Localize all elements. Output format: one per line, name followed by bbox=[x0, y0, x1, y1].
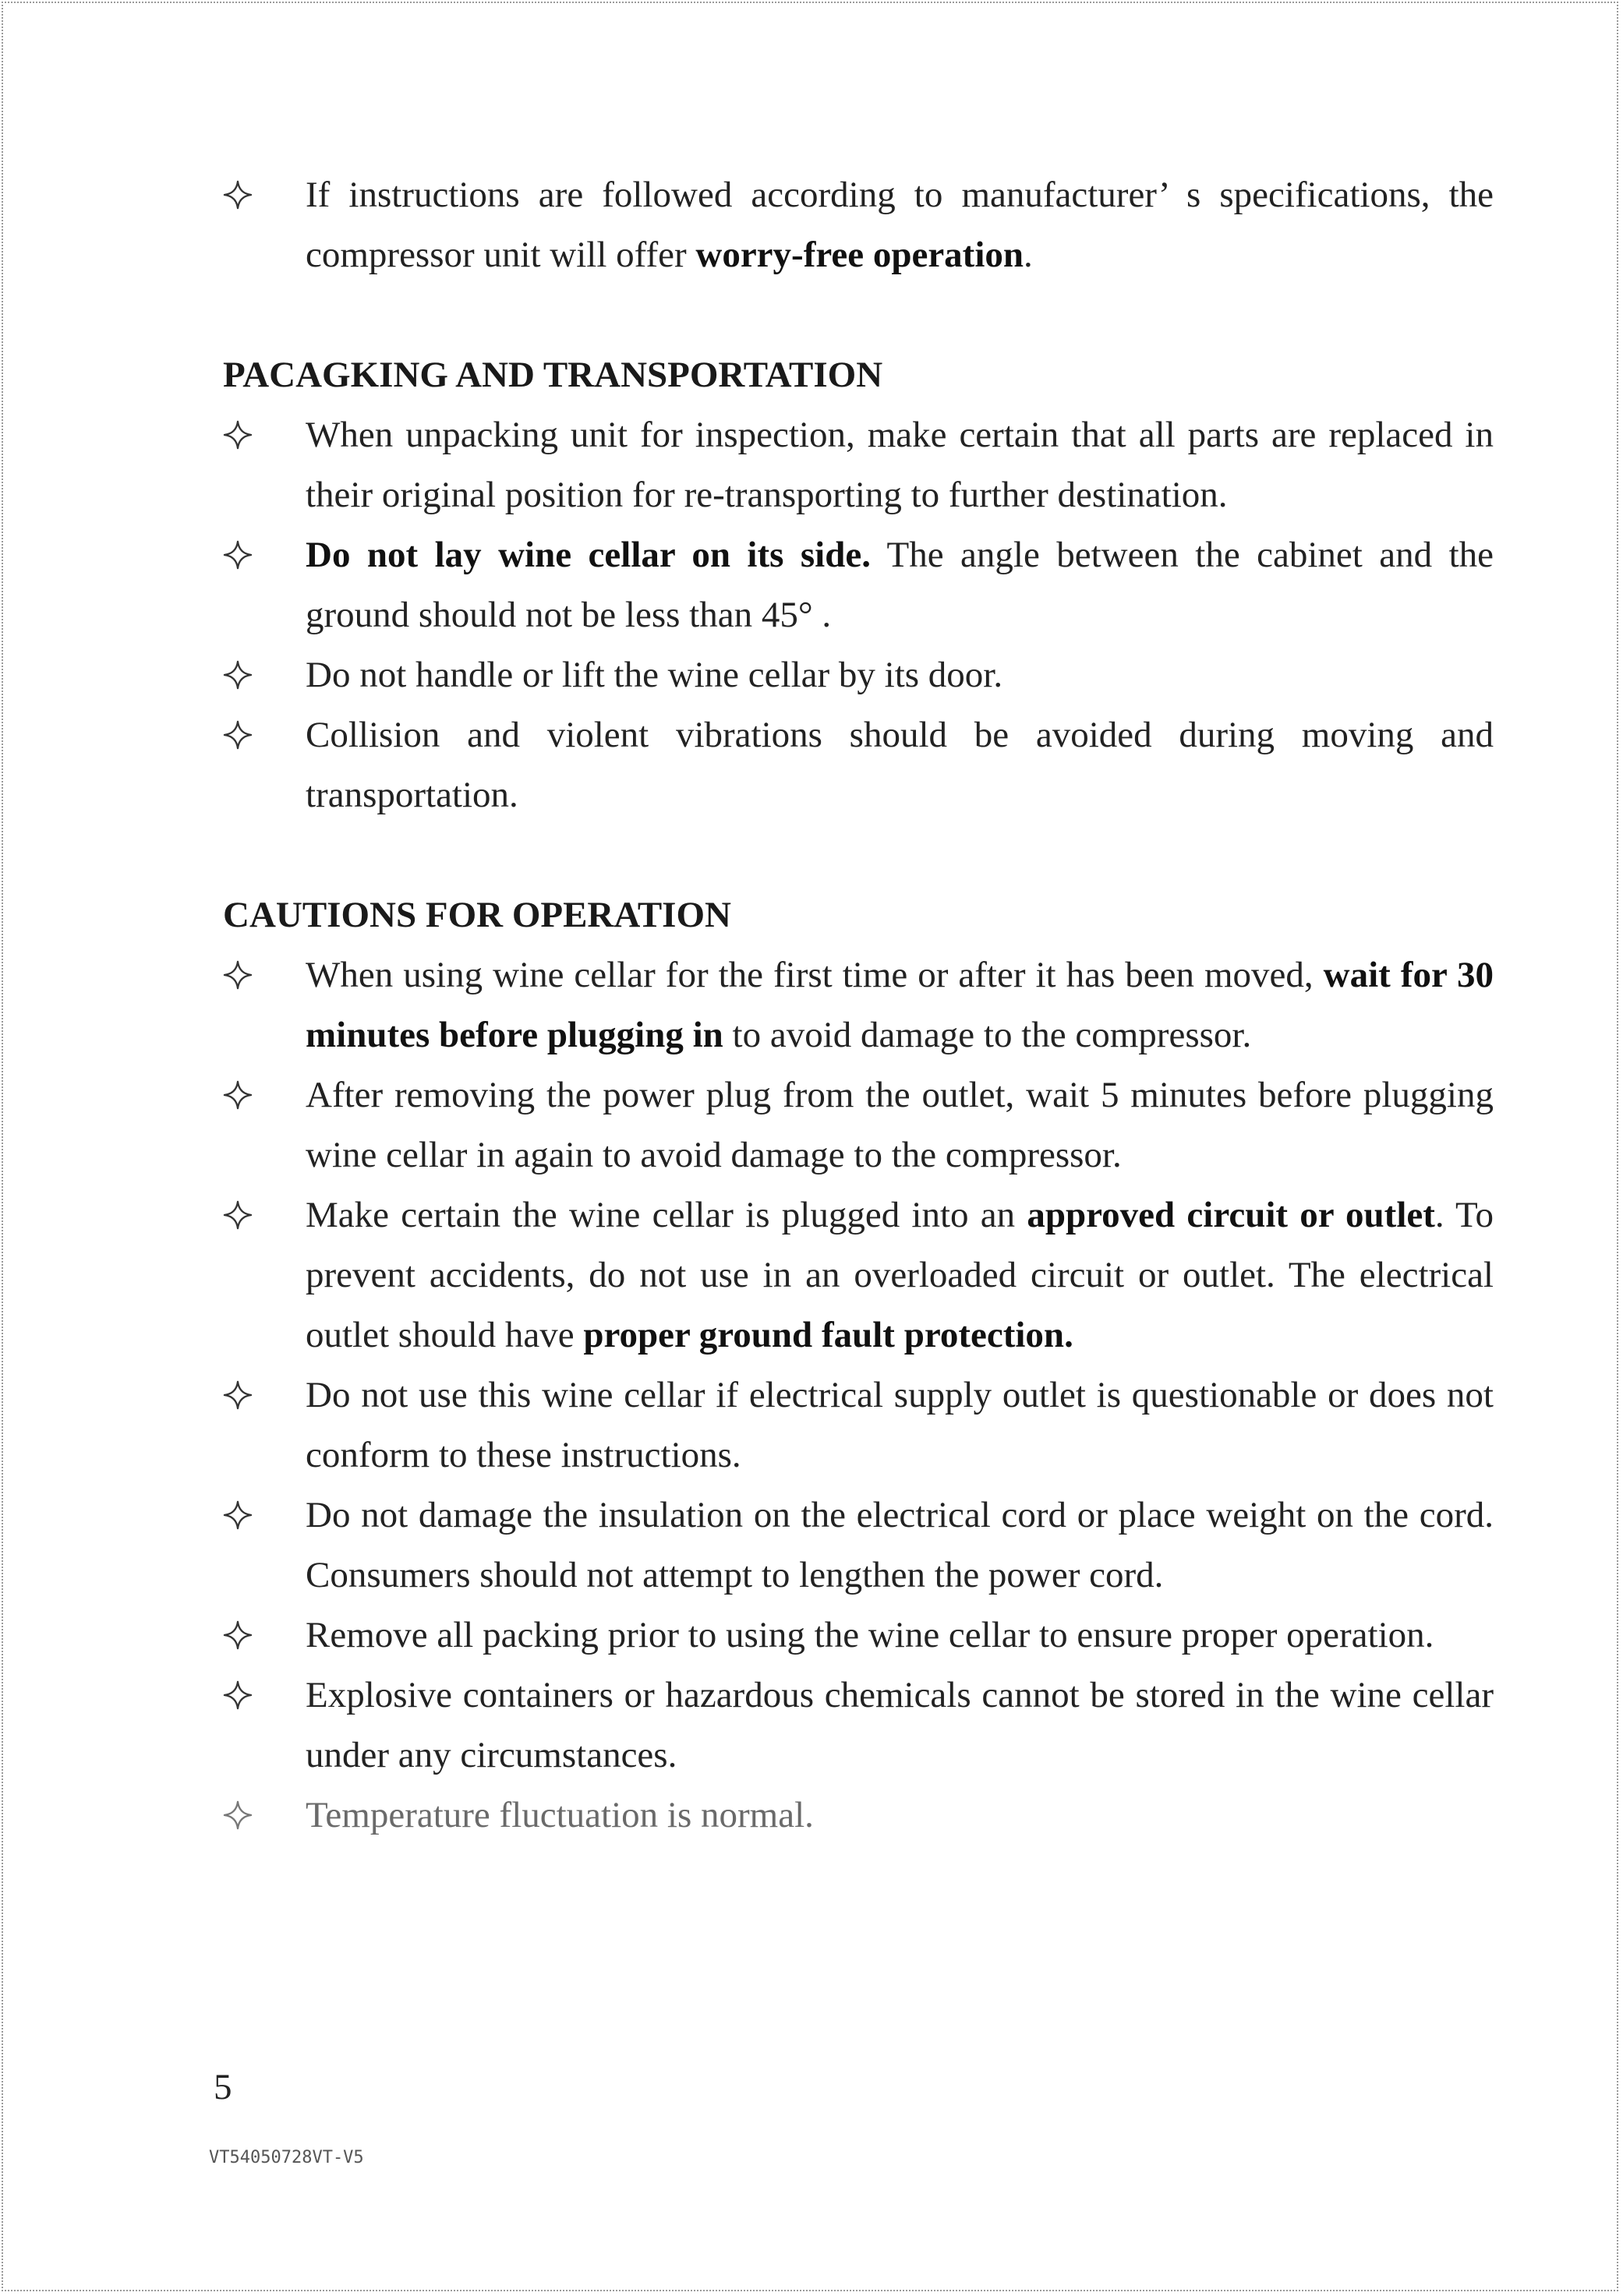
bullet-text bbox=[306, 165, 1494, 285]
text-segment: . bbox=[1024, 235, 1033, 275]
bullet-item bbox=[223, 1365, 1494, 1485]
bold-text-segment: proper ground fault protection. bbox=[583, 1315, 1073, 1355]
bullet-text bbox=[306, 525, 1494, 645]
four-point-star-outline-icon bbox=[223, 960, 253, 990]
bullet-text bbox=[306, 1605, 1494, 1665]
bold-text-segment: approved circuit or outlet bbox=[1027, 1195, 1435, 1235]
bullet-text bbox=[306, 1786, 1494, 1846]
four-point-star-outline-icon bbox=[223, 1380, 253, 1410]
four-point-star-outline-icon bbox=[223, 1620, 253, 1650]
bullet-text bbox=[306, 1065, 1494, 1185]
four-point-star-outline-icon bbox=[223, 1680, 253, 1710]
bullet-item bbox=[223, 405, 1494, 525]
bullet-text bbox=[306, 1485, 1494, 1605]
packaging-section bbox=[223, 345, 1494, 825]
page-number: 5 bbox=[214, 2067, 232, 2107]
text-segment: If instructions are followed according to manufacturer’ s specifications, the compressor unit will offer bbox=[306, 175, 1494, 275]
bullet-item bbox=[223, 1605, 1494, 1665]
text-segment: Collision and violent vibrations should be avoided during moving and transportation. bbox=[306, 715, 1494, 815]
text-segment: to avoid damage to the compressor. bbox=[723, 1015, 1252, 1055]
text-segment: Remove all packing prior to using the wine cellar to ensure proper operation. bbox=[306, 1615, 1434, 1655]
text-segment: When using wine cellar for the first time or after it has been moved, bbox=[306, 955, 1324, 995]
cautions-list bbox=[223, 945, 1494, 1846]
text-segment: Explosive containers or hazardous chemicals cannot be stored in the wine cellar under any circumstances. bbox=[306, 1675, 1494, 1775]
four-point-star-outline-icon bbox=[223, 1800, 253, 1830]
text-segment: Do not damage the insulation on the electrical cord or place weight on the cord. Consumers should not attempt to lengthen the power cord. bbox=[306, 1495, 1494, 1595]
bullet-text bbox=[306, 1185, 1494, 1365]
bullet-text bbox=[306, 705, 1494, 825]
text-segment: After removing the power plug from the outlet, wait 5 minutes before plugging wine cellar in again to avoid damage to the compressor. bbox=[306, 1075, 1494, 1175]
cautions-section bbox=[223, 885, 1494, 1846]
bullet-item bbox=[223, 525, 1494, 645]
bold-text-segment: Do not lay wine cellar on its side. bbox=[306, 535, 871, 575]
bullet-item bbox=[223, 165, 1494, 285]
bullet-item bbox=[223, 1786, 1494, 1846]
bullet-item bbox=[223, 1065, 1494, 1185]
bullet-item bbox=[223, 1485, 1494, 1605]
four-point-star-outline-icon bbox=[223, 1200, 253, 1230]
bullet-item bbox=[223, 1665, 1494, 1786]
text-segment: Temperature fluctuation is normal. bbox=[306, 1795, 814, 1835]
text-segment: . To prevent accidents, do not use in an overloaded circuit or outlet. The electrical outlet should have bbox=[306, 1195, 1494, 1355]
bullet-text bbox=[306, 1665, 1494, 1786]
intro-list bbox=[223, 165, 1494, 285]
bullet-text bbox=[306, 645, 1494, 705]
packaging-heading: PACAGKING AND TRANSPORTATION bbox=[223, 355, 883, 395]
text-segment: Do not handle or lift the wine cellar by its door. bbox=[306, 655, 1003, 695]
text-segment: Make certain the wine cellar is plugged into an bbox=[306, 1195, 1027, 1235]
document-body bbox=[223, 165, 1494, 1846]
four-point-star-outline-icon bbox=[223, 1080, 253, 1110]
bullet-item bbox=[223, 1185, 1494, 1365]
packaging-list bbox=[223, 405, 1494, 825]
bold-text-segment: wait for 30 minutes before plugging in bbox=[306, 955, 1494, 1055]
document-code: VT54050728VT-V5 bbox=[209, 2148, 364, 2167]
four-point-star-outline-icon bbox=[223, 1500, 253, 1530]
text-segment: When unpacking unit for inspection, make certain that all parts are replaced in their original position for re-transporting to further destination. bbox=[306, 415, 1494, 515]
bullet-item bbox=[223, 645, 1494, 705]
text-segment: The angle between the cabinet and the ground should not be less than 45° . bbox=[306, 535, 1494, 635]
four-point-star-outline-icon bbox=[223, 420, 253, 450]
bold-text-segment: worry-free operation bbox=[695, 235, 1024, 275]
bullet-text bbox=[306, 1365, 1494, 1485]
four-point-star-outline-icon bbox=[223, 180, 253, 210]
text-segment: Do not use this wine cellar if electrical supply outlet is questionable or does not conform to these instructions. bbox=[306, 1375, 1494, 1475]
bullet-item bbox=[223, 705, 1494, 825]
four-point-star-outline-icon bbox=[223, 660, 253, 690]
bullet-text bbox=[306, 405, 1494, 525]
four-point-star-outline-icon bbox=[223, 540, 253, 570]
bullet-item bbox=[223, 945, 1494, 1065]
cautions-heading: CAUTIONS FOR OPERATION bbox=[223, 895, 731, 935]
four-point-star-outline-icon bbox=[223, 720, 253, 750]
bullet-text bbox=[306, 945, 1494, 1065]
